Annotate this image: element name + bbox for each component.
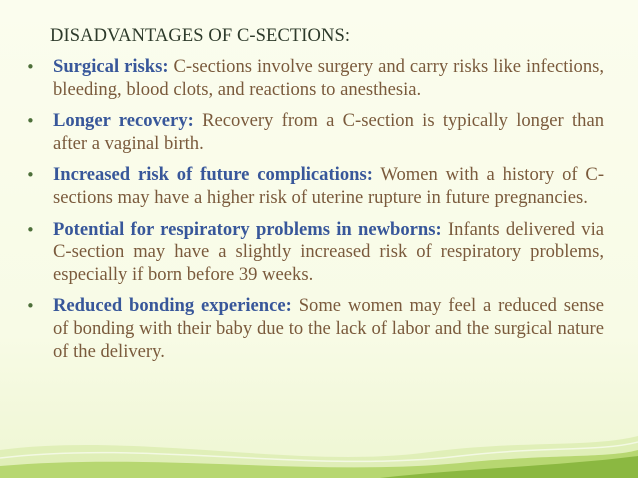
bullet-text: Infants delivered via C-section may have a slightly increased risk of respiratory problems, especially if born before 39 weeks. [53, 218, 604, 285]
bullet-text: C-sections involve surgery and carry risks like infections, bleeding, blood clots, and reactions to anesthesia. [53, 56, 605, 100]
bullet-dot-icon: • [26, 112, 35, 131]
bullet-list [26, 56, 604, 372]
bullet-dot-icon: • [26, 166, 35, 185]
bullet-dot-icon: • [26, 220, 35, 239]
bullet-item [26, 56, 604, 101]
bullet-text: Recovery from a C-section is typically longer than after a vaginal birth. [53, 110, 604, 154]
bullet-text: Some women may feel a reduced sense of bonding with their baby due to the lack of labor and the surgical nature of the delivery. [53, 295, 605, 362]
bullet-item [26, 219, 604, 287]
bullet-term: Increased risk of future complications: [53, 164, 373, 186]
bullet-item [26, 164, 604, 209]
bullet-term: Longer recovery: [53, 110, 194, 132]
bullet-text: Women with a history of C-sections may have a higher risk of uterine rupture in future pregnancies. [53, 164, 605, 208]
bullet-term: Reduced bonding experience: [53, 295, 292, 317]
bullet-term: Potential for respiratory problems in newborns: [53, 218, 442, 240]
bullet-dot-icon: • [26, 58, 35, 76]
bullet-term: Surgical risks: [53, 56, 169, 77]
bullet-item [26, 295, 604, 363]
bullet-item [26, 110, 604, 155]
bullet-dot-icon: • [26, 297, 35, 316]
slide-title: DISADVANTAGES OF C-SECTIONS: [50, 26, 351, 46]
